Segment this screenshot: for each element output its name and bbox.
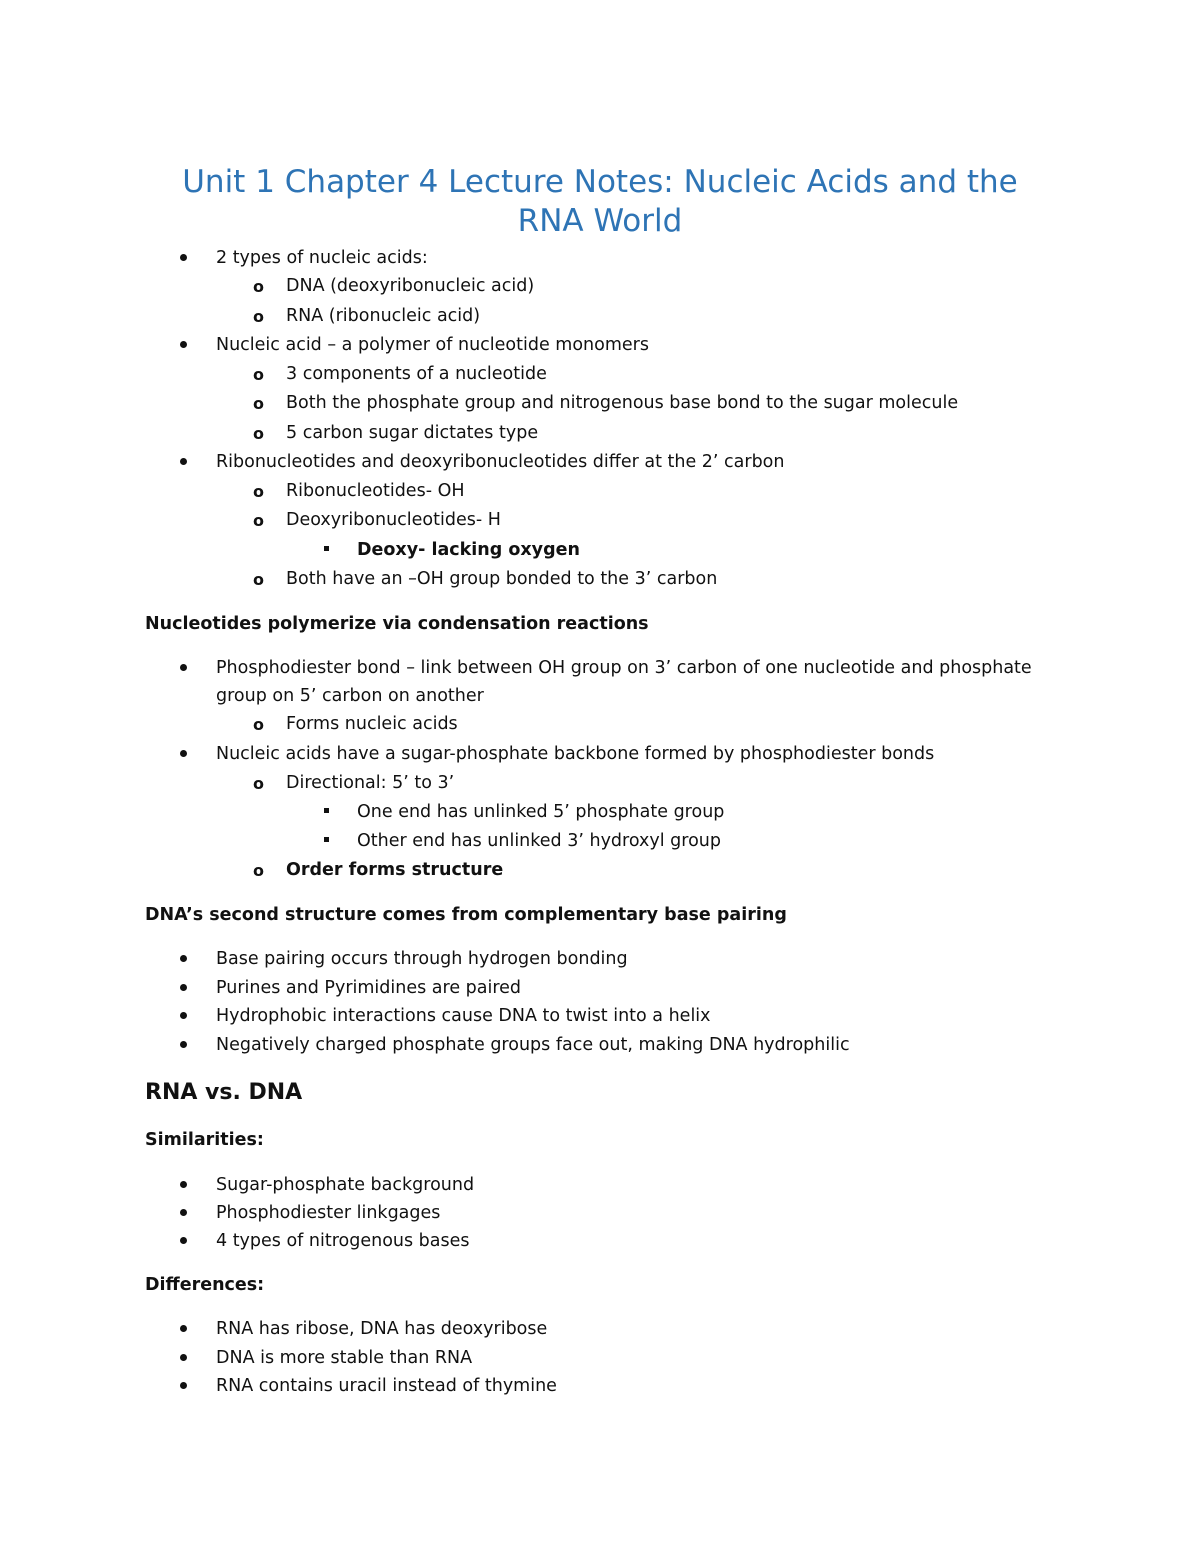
- list-item: Deoxyribonucleotides- H: [286, 510, 501, 530]
- list-item: Directional: 5’ to 3’: [286, 773, 455, 793]
- list-item: Ribonucleotides- OH: [286, 481, 465, 501]
- bullet-dot: [180, 1325, 187, 1332]
- bullet-square: [324, 808, 329, 813]
- list-item: 5 carbon sugar dictates type: [286, 423, 539, 443]
- list-item: Phosphodiester bond – link between OH group on 3’ carbon of one nucleotide and phosphate: [216, 658, 1032, 678]
- list-item: Deoxy- lacking oxygen: [357, 540, 580, 560]
- bullet-dot: [180, 1209, 187, 1216]
- list-item: Order forms structure: [286, 860, 504, 880]
- list-item: Negatively charged phosphate groups face out, making DNA hydrophilic: [216, 1035, 850, 1055]
- list-item: Ribonucleotides and deoxyribonucleotides differ at the 2’ carbon: [216, 452, 785, 472]
- list-item: Nucleic acid – a polymer of nucleotide monomers: [216, 335, 649, 355]
- list-item: 3 components of a nucleotide: [286, 364, 547, 384]
- bullet-circle: o: [253, 570, 264, 589]
- list-item: DNA is more stable than RNA: [216, 1348, 473, 1368]
- bullet-dot: [180, 664, 187, 671]
- list-item: DNA (deoxyribonucleic acid): [286, 276, 535, 296]
- list-item: RNA has ribose, DNA has deoxyribose: [216, 1319, 548, 1339]
- page-title: [150, 163, 1050, 241]
- list-item: Other end has unlinked 3’ hydroxyl group: [357, 831, 721, 851]
- bullet-dot: [180, 1382, 187, 1389]
- bullet-dot: [180, 458, 187, 465]
- list-item: 2 types of nucleic acids:: [216, 248, 428, 268]
- list-item: Nucleic acids have a sugar-phosphate backbone formed by phosphodiester bonds: [216, 744, 935, 764]
- list-item: Purines and Pyrimidines are paired: [216, 978, 522, 998]
- bullet-circle: o: [253, 715, 264, 734]
- bullet-dot: [180, 1012, 187, 1019]
- bullet-square: [324, 837, 329, 842]
- list-item: Both have an –OH group bonded to the 3’ carbon: [286, 569, 718, 589]
- bullet-dot: [180, 341, 187, 348]
- section-heading: Nucleotides polymerize via condensation reactions: [145, 614, 649, 634]
- list-item: Both the phosphate group and nitrogenous base bond to the sugar molecule: [286, 393, 959, 413]
- bullet-dot: [180, 984, 187, 991]
- list-item: Forms nucleic acids: [286, 714, 458, 734]
- subheading-similarities: Similarities:: [145, 1130, 264, 1150]
- list-item: 4 types of nitrogenous bases: [216, 1231, 470, 1251]
- list-item: One end has unlinked 5’ phosphate group: [357, 802, 725, 822]
- bullet-circle: o: [253, 424, 264, 443]
- bullet-dot: [180, 1041, 187, 1048]
- bullet-circle: o: [253, 394, 264, 413]
- list-item: RNA (ribonucleic acid): [286, 306, 481, 326]
- bullet-dot: [180, 1354, 187, 1361]
- bullet-dot: [180, 1237, 187, 1244]
- bullet-circle: o: [253, 365, 264, 384]
- list-item: Base pairing occurs through hydrogen bonding: [216, 949, 628, 969]
- list-item: Phosphodiester linkgages: [216, 1203, 441, 1223]
- bullet-circle: o: [253, 774, 264, 793]
- bullet-circle: o: [253, 511, 264, 530]
- bullet-dot: [180, 750, 187, 757]
- section-heading: DNA’s second structure comes from complementary base pairing: [145, 905, 787, 925]
- list-item: Sugar-phosphate background: [216, 1175, 475, 1195]
- list-item-continuation: group on 5’ carbon on another: [216, 686, 484, 706]
- bullet-dot: [180, 1181, 187, 1188]
- bullet-circle: o: [253, 482, 264, 501]
- section-title-rna-vs-dna: RNA vs. DNA: [145, 1080, 303, 1105]
- bullet-square: [324, 546, 329, 551]
- title-line-2: RNA World: [517, 203, 683, 239]
- subheading-differences: Differences:: [145, 1275, 265, 1295]
- bullet-circle: o: [253, 307, 264, 326]
- bullet-dot: [180, 254, 187, 261]
- list-item: Hydrophobic interactions cause DNA to twist into a helix: [216, 1006, 711, 1026]
- bullet-circle: o: [253, 861, 264, 880]
- bullet-circle: o: [253, 277, 264, 296]
- list-item: RNA contains uracil instead of thymine: [216, 1376, 557, 1396]
- bullet-dot: [180, 955, 187, 962]
- title-line-1: Unit 1 Chapter 4 Lecture Notes: Nucleic Acids and the: [182, 164, 1018, 200]
